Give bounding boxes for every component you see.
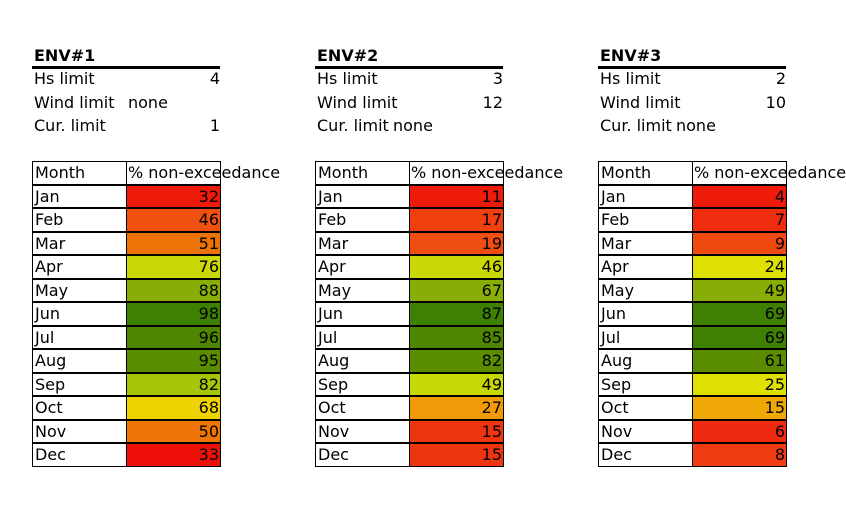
month-cell: Jun [598,302,693,326]
header-month: Month [598,161,693,185]
month-cell: May [598,279,693,303]
pct-cell: 85 [409,326,504,350]
month-cell: Jan [598,185,693,209]
month-cell: Nov [315,420,410,444]
month-cell: Jun [315,302,410,326]
header-pct: % non-exceedance [126,161,221,185]
month-cell: Feb [598,208,693,232]
month-cell: Jan [315,185,410,209]
pct-cell: 17 [409,208,504,232]
month-cell: Dec [315,443,410,467]
pct-cell: 24 [692,255,787,279]
limit-row [317,69,503,92]
month-cell: Dec [598,443,693,467]
month-cell: Dec [32,443,127,467]
pct-cell: 6 [692,420,787,444]
pct-cell: 98 [126,302,221,326]
month-cell: Apr [598,255,693,279]
limit-value: none [128,93,168,112]
month-cell: Apr [32,255,127,279]
limit-row [34,116,220,139]
pct-cell: 8 [692,443,787,467]
pct-cell: 27 [409,396,504,420]
env-title: ENV#3 [600,46,662,65]
limit-value: 10 [765,93,786,112]
month-cell: Mar [32,232,127,256]
env-title: ENV#1 [34,46,96,65]
limit-row [600,69,786,92]
limit-value: 1 [209,116,220,135]
month-cell: Nov [598,420,693,444]
pct-cell: 87 [409,302,504,326]
pct-cell: 82 [409,349,504,373]
month-cell: Oct [32,396,127,420]
pct-cell: 15 [409,420,504,444]
limit-value: none [676,116,716,135]
month-cell: Sep [598,373,693,397]
pct-cell: 11 [409,185,504,209]
month-cell: Oct [315,396,410,420]
month-cell: May [315,279,410,303]
limit-value: none [393,116,433,135]
month-cell: Jul [598,326,693,350]
pct-cell: 96 [126,326,221,350]
pct-cell: 33 [126,443,221,467]
month-cell: Aug [315,349,410,373]
limit-label: Hs limit [600,69,661,88]
month-cell: Jan [32,185,127,209]
pct-cell: 46 [409,255,504,279]
header-month: Month [32,161,127,185]
pct-cell: 61 [692,349,787,373]
month-cell: Feb [315,208,410,232]
pct-cell: 15 [409,443,504,467]
limit-label: Wind limit [317,93,398,112]
pct-cell: 4 [692,185,787,209]
limit-value: 12 [482,93,503,112]
header-month: Month [315,161,410,185]
limit-row [34,93,220,116]
pct-cell: 67 [409,279,504,303]
limit-value: 3 [492,69,503,88]
month-cell: Jun [32,302,127,326]
pct-cell: 51 [126,232,221,256]
month-cell: Mar [598,232,693,256]
month-cell: Sep [315,373,410,397]
limit-label: Hs limit [317,69,378,88]
pct-cell: 82 [126,373,221,397]
limit-label: Wind limit [600,93,681,112]
limit-row [317,116,503,139]
pct-cell: 88 [126,279,221,303]
pct-cell: 68 [126,396,221,420]
pct-cell: 49 [692,279,787,303]
limit-row [34,69,220,92]
pct-cell: 7 [692,208,787,232]
month-cell: Nov [32,420,127,444]
limit-row [600,93,786,116]
pct-cell: 9 [692,232,787,256]
limit-value: 2 [775,69,786,88]
month-cell: Apr [315,255,410,279]
pct-cell: 49 [409,373,504,397]
pct-cell: 46 [126,208,221,232]
limit-label: Hs limit [34,69,95,88]
limit-row [600,116,786,139]
month-cell: Sep [32,373,127,397]
pct-cell: 25 [692,373,787,397]
month-cell: Mar [315,232,410,256]
month-cell: Jul [32,326,127,350]
limit-label: Cur. limit [600,116,672,135]
pct-cell: 19 [409,232,504,256]
limit-row [317,93,503,116]
month-cell: May [32,279,127,303]
pct-cell: 69 [692,326,787,350]
header-pct: % non-exceedance [409,161,504,185]
pct-cell: 69 [692,302,787,326]
month-cell: Oct [598,396,693,420]
pct-cell: 32 [126,185,221,209]
month-cell: Aug [32,349,127,373]
env-title: ENV#2 [317,46,379,65]
header-pct: % non-exceedance [692,161,787,185]
pct-cell: 15 [692,396,787,420]
month-cell: Aug [598,349,693,373]
month-cell: Jul [315,326,410,350]
pct-cell: 76 [126,255,221,279]
limit-label: Cur. limit [317,116,389,135]
pct-cell: 50 [126,420,221,444]
pct-cell: 95 [126,349,221,373]
month-cell: Feb [32,208,127,232]
limit-label: Wind limit [34,93,115,112]
limit-label: Cur. limit [34,116,106,135]
limit-value: 4 [209,69,220,88]
